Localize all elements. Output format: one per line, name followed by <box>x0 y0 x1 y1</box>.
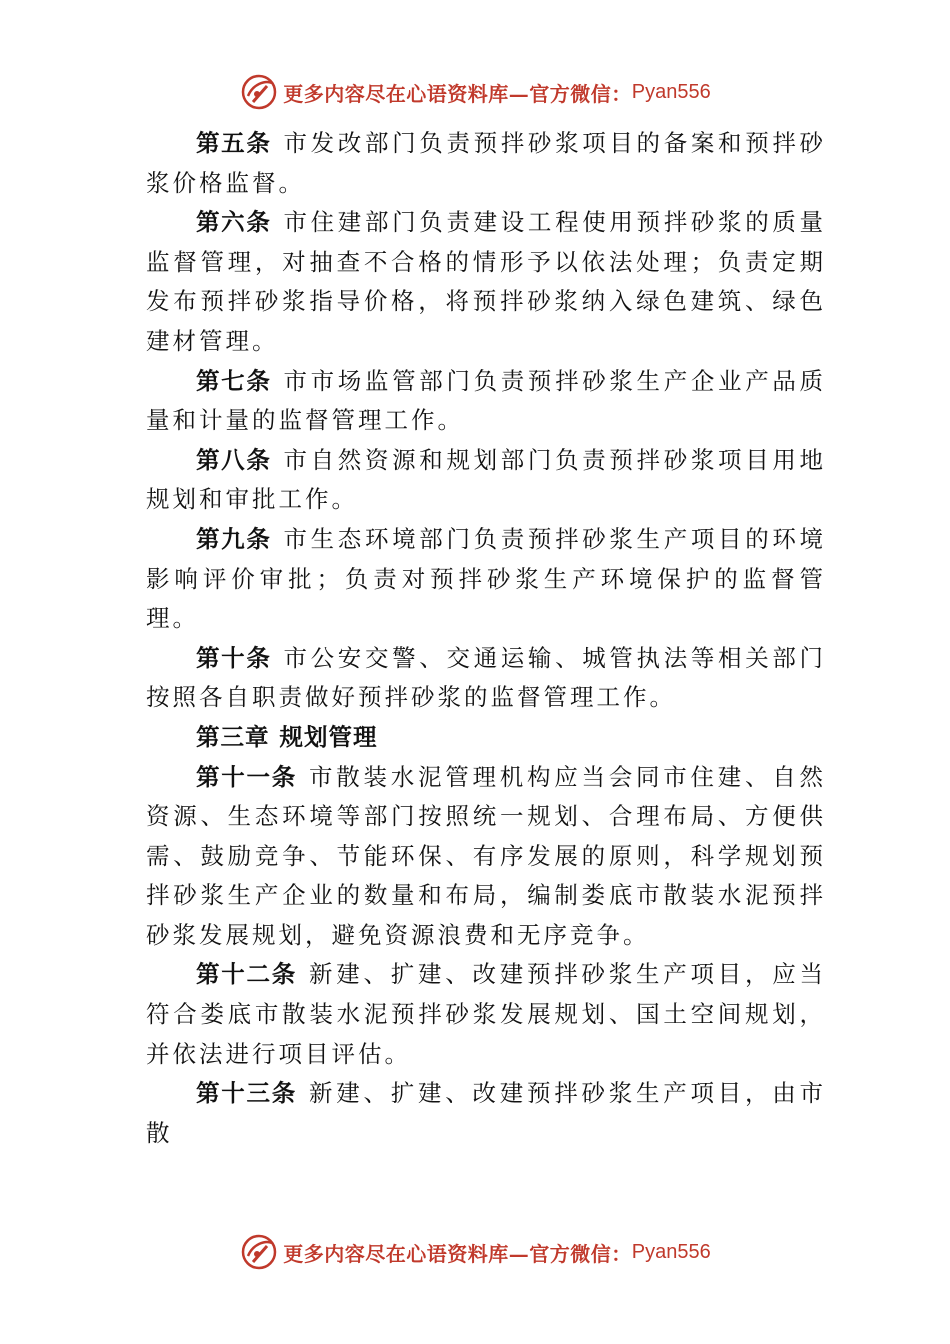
header-banner-text: 更多内容尽在心语资料库—官方微信： <box>283 81 632 106</box>
article-label: 第十一条 <box>196 762 297 791</box>
article-label: 第九条 <box>196 524 272 553</box>
article-text: 市生态环境部门负责预拌砂浆生产项目的环境影响评价审批；负责对预拌砂浆生产环境保护的监督管理。 <box>146 524 827 633</box>
library-logo-icon <box>239 72 279 112</box>
article-7 <box>146 362 826 441</box>
document-body <box>146 124 826 1153</box>
footer-wechat-id: Pyan556 <box>631 1240 711 1263</box>
article-text: 市散装水泥管理机构应当会同市住建、自然资源、生态环境等部门按照统一规划、合理布局、方便供需、鼓励竞争、节能环保、有序发展的原则，科学规划预拌砂浆生产企业的数量和布局，编制娄底市散装水泥预拌砂浆发展规划，避免资源浪费和无序竞争。 <box>146 762 826 949</box>
article-text: 市发改部门负责预拌砂浆项目的备案和预拌砂浆价格监督。 <box>146 129 827 197</box>
article-label: 第十三条 <box>196 1079 297 1108</box>
article-9 <box>146 520 826 639</box>
article-text: 市市场监管部门负责预拌砂浆生产企业产品质量和计量的监督管理工作。 <box>146 366 827 435</box>
article-text: 新建、扩建、改建预拌砂浆生产项目，应当符合娄底市散装水泥预拌砂浆发展规划、国土空间规划，并依法进行项目评估。 <box>146 960 826 1068</box>
article-6 <box>146 203 826 361</box>
article-label: 第七条 <box>196 366 272 395</box>
article-8 <box>146 441 826 520</box>
article-label: 第五条 <box>196 129 272 157</box>
article-text: 新建、扩建、改建预拌砂浆生产项目，由市散 <box>146 1079 826 1147</box>
library-logo-icon <box>239 1232 279 1272</box>
footer-banner <box>0 1228 950 1276</box>
article-label: 第十条 <box>196 643 272 672</box>
article-text: 市公安交警、交通运输、城管执法等相关部门按照各自职责做好预拌砂浆的监督管理工作。 <box>146 643 827 712</box>
article-12 <box>146 955 826 1074</box>
header-wechat-id: Pyan556 <box>631 80 711 103</box>
article-13 <box>146 1074 826 1153</box>
article-5 <box>146 124 826 203</box>
article-11 <box>146 758 826 956</box>
footer-banner-text: 更多内容尽在心语资料库—官方微信： <box>283 1241 632 1266</box>
article-10 <box>146 639 826 718</box>
article-label: 第八条 <box>196 445 272 474</box>
header-banner <box>0 68 950 116</box>
chapter-heading <box>146 718 826 758</box>
chapter-title: 规划管理 <box>279 722 378 751</box>
article-text: 市自然资源和规划部门负责预拌砂浆项目用地规划和审批工作。 <box>146 445 827 514</box>
article-label: 第六条 <box>196 208 272 237</box>
article-text: 市住建部门负责建设工程使用预拌砂浆的质量监督管理，对抽查不合格的情形予以依法处理；负责定期发布预拌砂浆指导价格，将预拌砂浆纳入绿色建筑、绿色建材管理。 <box>146 208 827 355</box>
article-label: 第十二条 <box>196 960 297 989</box>
chapter-label: 第三章 <box>196 722 270 751</box>
